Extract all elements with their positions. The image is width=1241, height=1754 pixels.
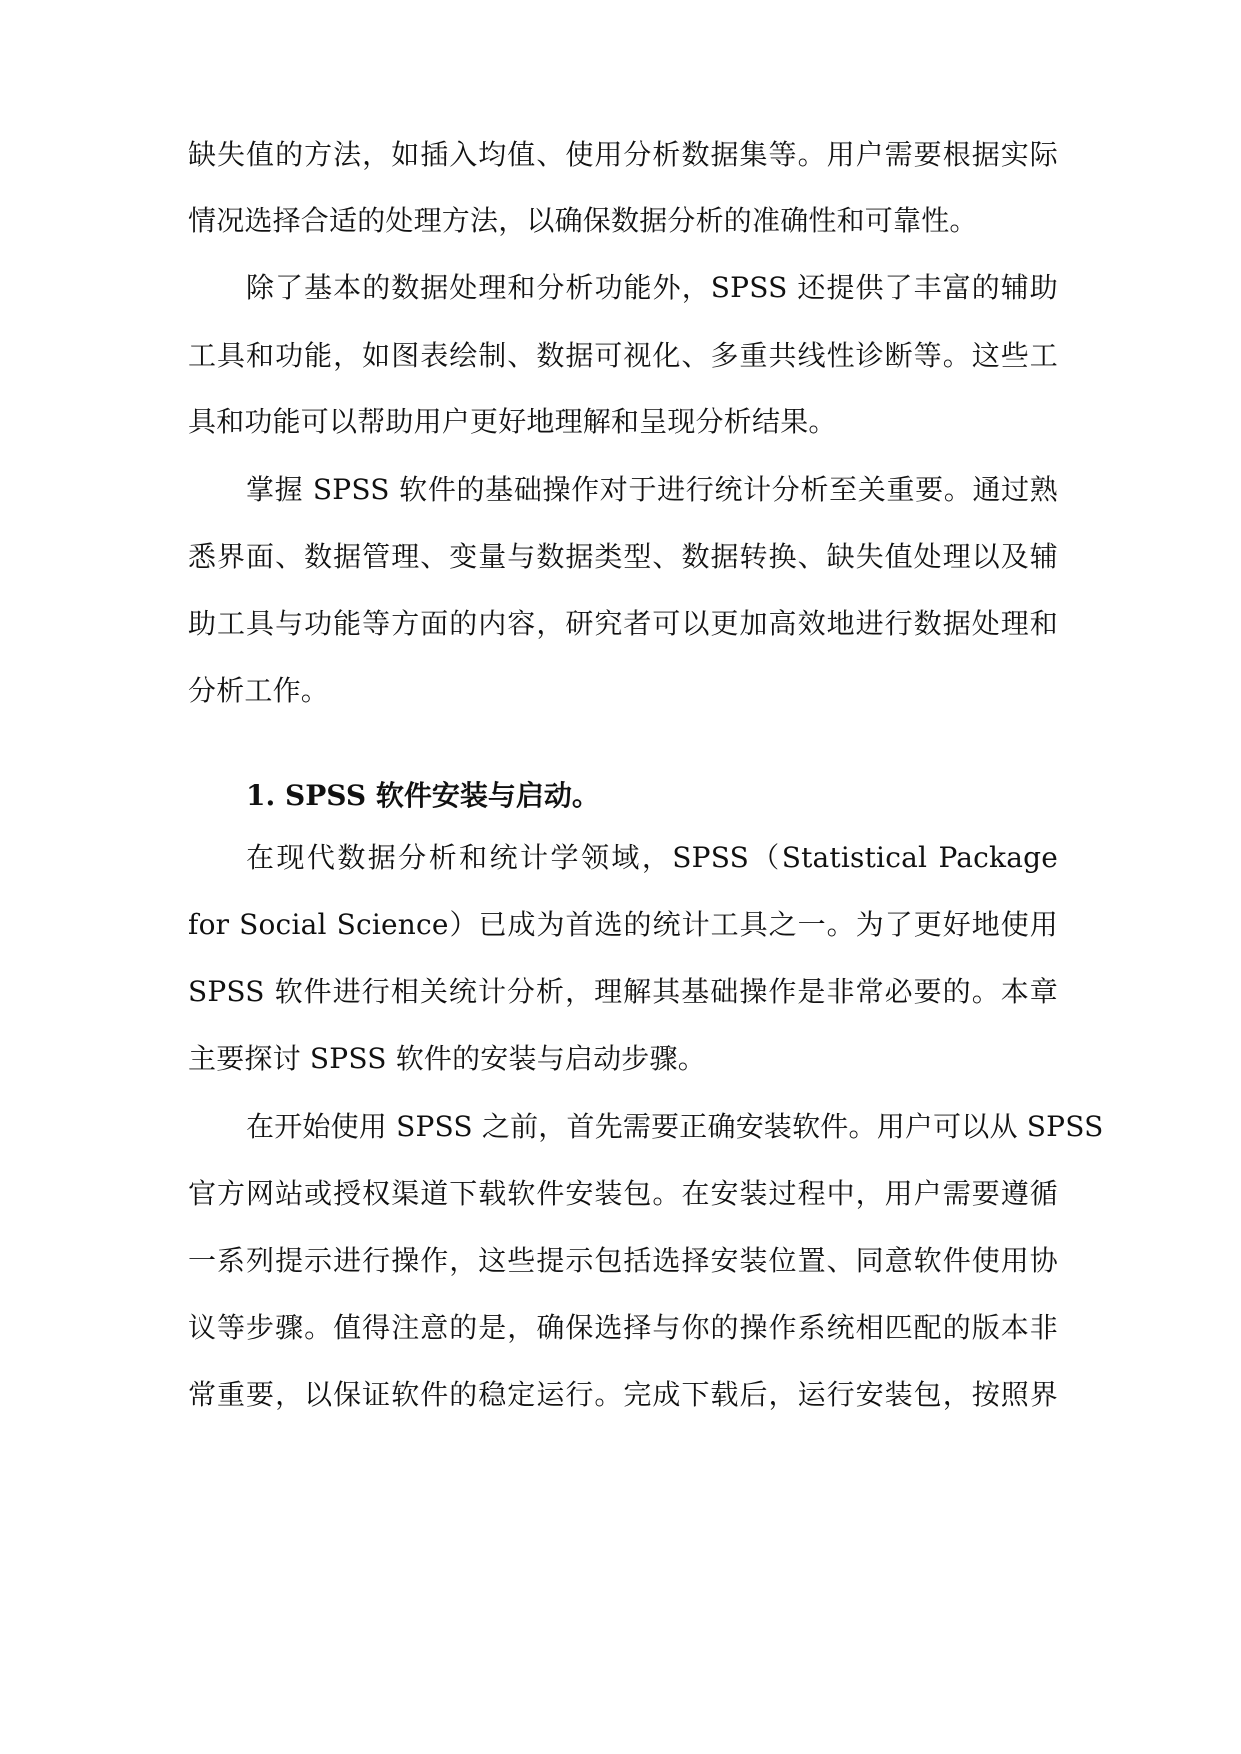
paragraph-line: 分析工作。 bbox=[188, 674, 330, 707]
paragraph-line: 在开始使用 SPSS 之前，首先需要正确安装软件。用户可以从 SPSS bbox=[246, 1110, 1104, 1143]
paragraph-line: 悉界面、数据管理、变量与数据类型、数据转换、缺失值处理以及辅 bbox=[188, 540, 1058, 573]
section-heading: 1. SPSS 软件安装与启动。 bbox=[246, 779, 600, 812]
paragraph-line: 情况选择合适的处理方法，以确保数据分析的准确性和可靠性。 bbox=[188, 204, 978, 237]
paragraph-line: 在现代数据分析和统计学领域，SPSS（Statistical Package bbox=[246, 841, 1058, 874]
paragraph-line: for Social Science）已成为首选的统计工具之一。为了更好地使用 bbox=[188, 908, 1058, 941]
paragraph-line: 议等步骤。值得注意的是，确保选择与你的操作系统相匹配的版本非 bbox=[188, 1311, 1058, 1344]
paragraph-line: 常重要，以保证软件的稳定运行。完成下载后，运行安装包，按照界 bbox=[188, 1378, 1058, 1411]
paragraph-line: 官方网站或授权渠道下载软件安装包。在安装过程中，用户需要遵循 bbox=[188, 1177, 1058, 1210]
paragraph-line: 除了基本的数据处理和分析功能外，SPSS 还提供了丰富的辅助 bbox=[246, 271, 1058, 304]
paragraph-line: 一系列提示进行操作，这些提示包括选择安装位置、同意软件使用协 bbox=[188, 1244, 1058, 1277]
paragraph-line: 掌握 SPSS 软件的基础操作对于进行统计分析至关重要。通过熟 bbox=[246, 473, 1058, 506]
paragraph-line: 缺失值的方法，如插入均值、使用分析数据集等。用户需要根据实际 bbox=[188, 138, 1058, 171]
paragraph-line: 主要探讨 SPSS 软件的安装与启动步骤。 bbox=[188, 1042, 706, 1075]
paragraph-line: SPSS 软件进行相关统计分析，理解其基础操作是非常必要的。本章 bbox=[188, 975, 1058, 1008]
paragraph-line: 工具和功能，如图表绘制、数据可视化、多重共线性诊断等。这些工 bbox=[188, 339, 1058, 372]
paragraph-line: 助工具与功能等方面的内容，研究者可以更加高效地进行数据处理和 bbox=[188, 607, 1058, 640]
paragraph-line: 具和功能可以帮助用户更好地理解和呈现分析结果。 bbox=[188, 405, 837, 438]
